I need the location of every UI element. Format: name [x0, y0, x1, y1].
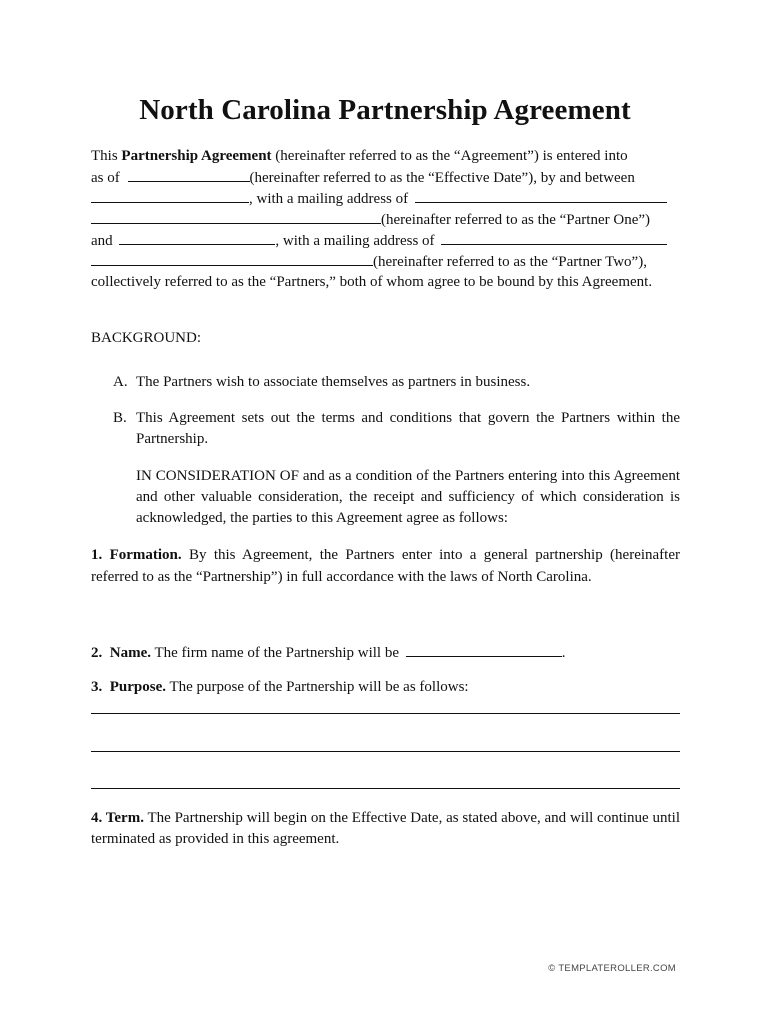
intro-line-2: as of (hereinafter referred to as the “Effective Date”), by and between [91, 167, 680, 189]
partner-one-address-blank[interactable] [415, 188, 667, 203]
intro-line-6: (hereinafter referred to as the “Partner Two”), [91, 251, 680, 273]
partner-two-address-blank-2[interactable] [91, 251, 373, 266]
partner-one-name-blank[interactable] [91, 188, 249, 203]
background-item-letter: B. [113, 410, 127, 426]
section-formation: 1. Formation. By this Agreement, the Partners enter into a general partnership (hereinafter referred to as the “Partnership”) in full accordance with the laws of North Carolina. [91, 547, 680, 585]
section-term: 4. Term. The Partnership will begin on the Effective Date, as stated above, and will continue until terminated as provided in this agreement. [91, 810, 680, 847]
section-heading: 1. Formation. [91, 547, 182, 563]
partner-two-address-blank[interactable] [441, 230, 667, 245]
effective-date-blank[interactable] [128, 167, 250, 182]
intro-line-4: (hereinafter referred to as the “Partner One”) [91, 209, 680, 231]
consideration-paragraph: IN CONSIDERATION OF and as a condition of the Partners entering into this Agreement and other valuable consideration, the receipt and sufficiency of which consideration is acknowledged, the parties to this Agreement agree as follows: [136, 468, 680, 526]
background-label: BACKGROUND: [91, 330, 202, 346]
intro-line-5: and , with a mailing address of [91, 230, 680, 252]
intro-line-3: , with a mailing address of [91, 188, 680, 210]
purpose-blank-line[interactable] [91, 788, 680, 789]
firm-name-blank[interactable] [406, 642, 562, 657]
background-item-text: The Partners wish to associate themselves as partners in business. [136, 374, 531, 390]
section-heading: 2. Name. [91, 645, 151, 661]
section-name: 2. Name. The firm name of the Partnership will be . [91, 642, 680, 664]
purpose-blank-line[interactable] [91, 713, 680, 714]
partnership-agreement-term: Partnership Agreement [121, 148, 272, 164]
document-title: North Carolina Partnership Agreement [139, 94, 631, 126]
purpose-blank-line[interactable] [91, 751, 680, 752]
partner-one-address-blank-2[interactable] [91, 209, 381, 224]
footer-watermark: © TEMPLATEROLLER.COM [548, 963, 676, 974]
intro-line-1: This Partnership Agreement (hereinafter referred to as the “Agreement”) is entered into [91, 148, 628, 164]
background-item-text: This Agreement sets out the terms and conditions that govern the Partners within the Partnership. [136, 410, 680, 447]
section-purpose: 3. Purpose. The purpose of the Partnership will be as follows: [91, 679, 469, 695]
section-heading: 3. Purpose. [91, 679, 166, 695]
background-item-letter: A. [113, 374, 128, 390]
intro-collective: collectively referred to as the “Partners,” both of whom agree to be bound by this Agreement. [91, 274, 653, 290]
partner-two-name-blank[interactable] [119, 230, 275, 245]
section-heading: 4. Term. [91, 810, 144, 826]
